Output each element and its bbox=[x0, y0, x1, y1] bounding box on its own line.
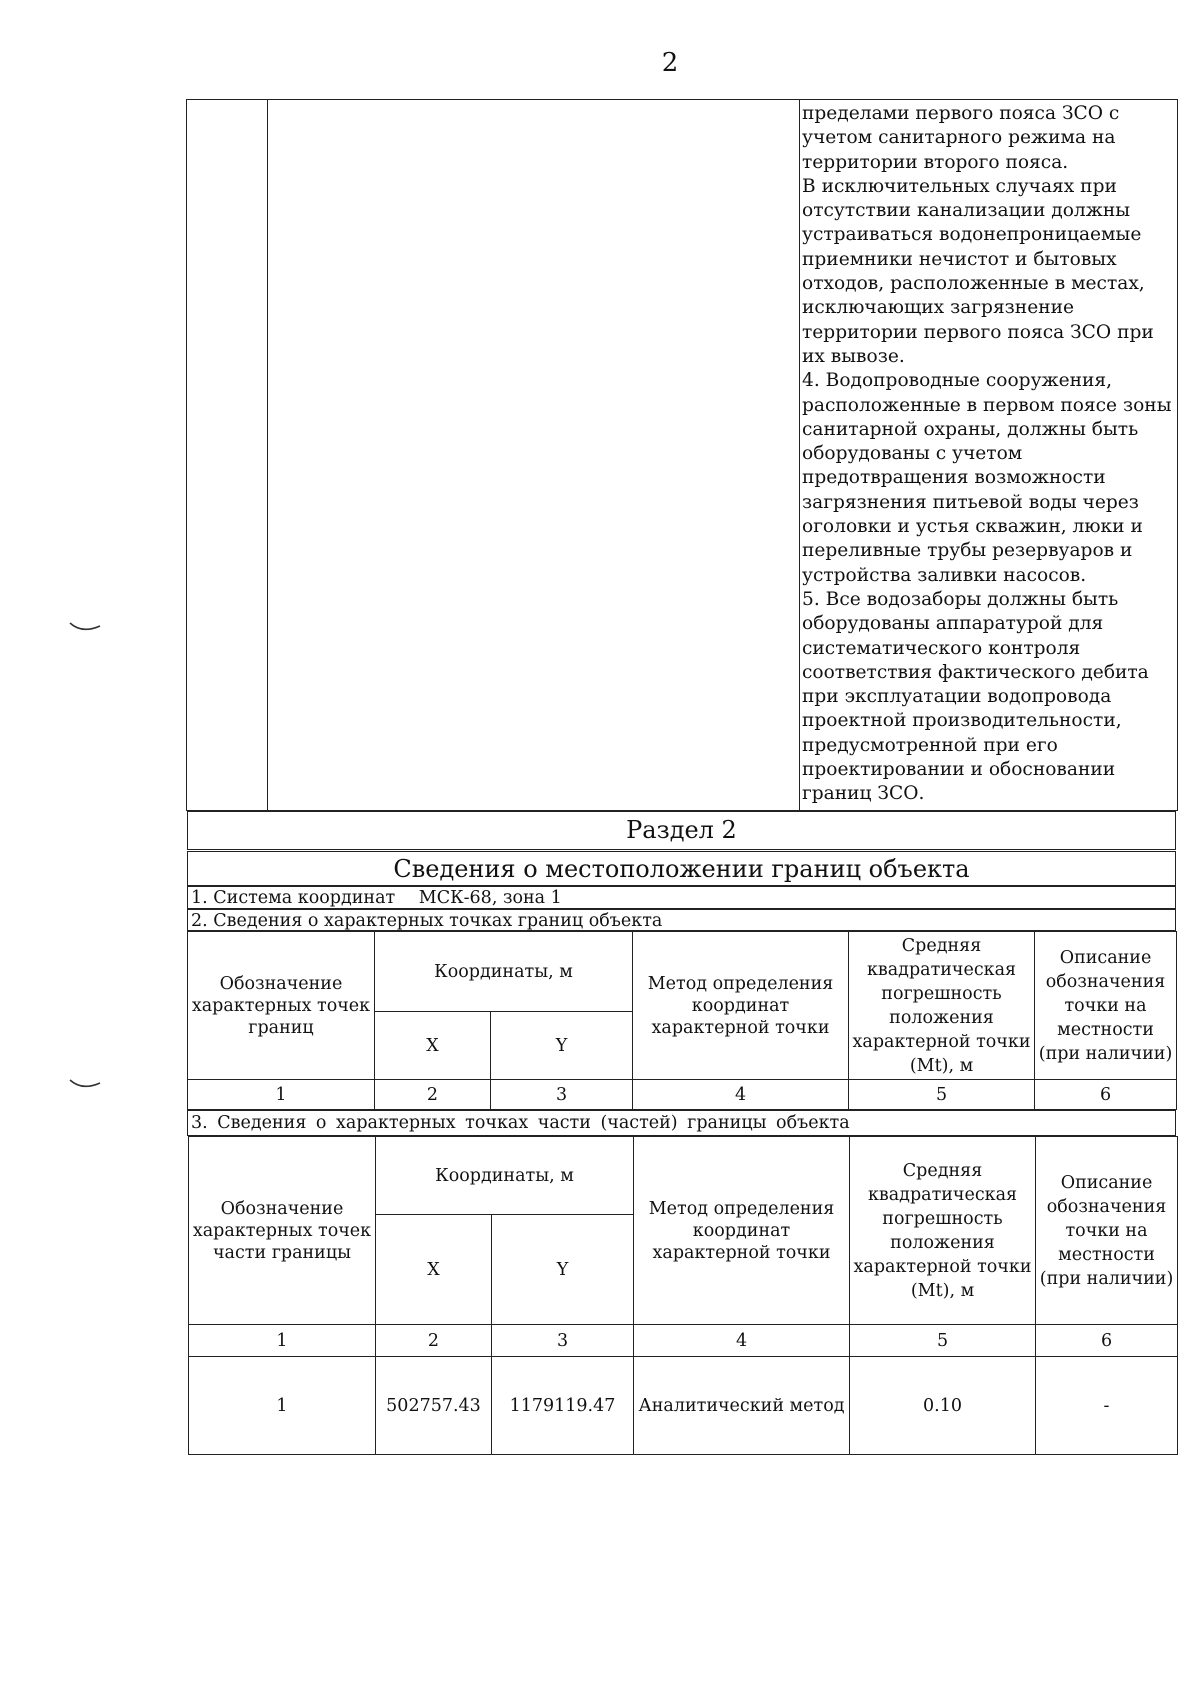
column-number: 6 bbox=[1035, 1080, 1177, 1110]
continuation-text bbox=[802, 102, 1177, 807]
header-method: Метод определения координат характерной точки bbox=[633, 932, 849, 1080]
header-error: Средняя квадратическая погрешность положения характерной точки (Mt), м bbox=[849, 932, 1035, 1080]
column-number: 4 bbox=[633, 1080, 849, 1110]
header-y: Y bbox=[492, 1215, 634, 1325]
column-numbers-row bbox=[189, 1325, 1178, 1357]
header-point-designation: Обозначение характерных точек границ bbox=[188, 932, 375, 1080]
cell-point: 1 bbox=[189, 1357, 376, 1455]
column-number: 1 bbox=[189, 1325, 376, 1357]
boundary-points-table bbox=[187, 931, 1177, 1110]
cell-method: Аналитический метод bbox=[634, 1357, 850, 1455]
header-method: Метод определения координат характерной точки bbox=[634, 1137, 850, 1325]
column-number: 5 bbox=[849, 1080, 1035, 1110]
coord-system-label: 1. Система координат bbox=[191, 888, 396, 908]
header-x: X bbox=[375, 1012, 491, 1080]
part-boundary-points-table bbox=[188, 1136, 1178, 1455]
column-number: 4 bbox=[634, 1325, 850, 1357]
header-y: Y bbox=[491, 1012, 633, 1080]
coord-system-row bbox=[187, 886, 1176, 909]
coord-system-value: МСК-68, зона 1 bbox=[418, 888, 562, 908]
header-error: Средняя квадратическая погрешность положения характерной точки (Mt), м bbox=[850, 1137, 1036, 1325]
header-description: Описание обозначения точки на местности (при наличии) bbox=[1035, 932, 1177, 1080]
continuation-table bbox=[186, 99, 1178, 811]
page-number: 2 bbox=[661, 48, 679, 78]
section-heading: Сведения о местоположении границ объекта bbox=[187, 851, 1176, 886]
column-number: 3 bbox=[491, 1080, 633, 1110]
binder-mark-top bbox=[68, 620, 102, 634]
binder-mark-bottom bbox=[68, 1077, 102, 1091]
column-number: 5 bbox=[850, 1325, 1036, 1357]
paragraph: 4. Водопроводные сооружения, расположенные в первом поясе зоны санитарной охраны, должны быть оборудованы с учетом предотвращения возможности загрязнения питьевой воды через оголовки и устья скважин, люки и переливные трубы резервуаров и устройства заливки насосов. bbox=[802, 370, 1172, 586]
paragraph: пределами первого пояса ЗСО с учетом санитарного режима на территории второго пояса. bbox=[802, 103, 1120, 173]
column-number: 2 bbox=[376, 1325, 492, 1357]
column-number: 3 bbox=[492, 1325, 634, 1357]
column-number: 6 bbox=[1036, 1325, 1178, 1357]
header-description: Описание обозначения точки на местности (при наличии) bbox=[1036, 1137, 1178, 1325]
cell-error: 0.10 bbox=[850, 1357, 1036, 1455]
cell-description: - bbox=[1036, 1357, 1178, 1455]
part2-title: 2. Сведения о характерных точках границ объекта bbox=[187, 909, 1176, 931]
paragraph: 5. Все водозаборы должны быть оборудованы аппаратурой для систематического контроля соответствия фактического дебита при эксплуатации водопровода проектной производительности, предусмотренной при его проектировании и обосновании границ ЗСО. bbox=[802, 588, 1149, 805]
header-point-designation: Обозначение характерных точек части границы bbox=[189, 1137, 376, 1325]
header-x: X bbox=[376, 1215, 492, 1325]
cell-x: 502757.43 bbox=[376, 1357, 492, 1455]
table-row bbox=[189, 1357, 1178, 1455]
column-number: 1 bbox=[188, 1080, 375, 1110]
header-coordinates: Координаты, м bbox=[375, 932, 633, 1012]
paragraph: В исключительных случаях при отсутствии канализации должны устраиваться водонепроницаемые приемники нечистот и бытовых отходов, расположенные в местах, исключающих загрязнение территории первого пояса ЗСО при их вывозе. bbox=[802, 175, 1154, 367]
column-numbers-row bbox=[188, 1080, 1177, 1110]
section-title: Раздел 2 bbox=[187, 811, 1176, 850]
column-number: 2 bbox=[375, 1080, 491, 1110]
part3-title: 3. Сведения о характерных точках части (частей) границы объекта bbox=[187, 1110, 1176, 1136]
header-coordinates: Координаты, м bbox=[376, 1137, 634, 1215]
cell-y: 1179119.47 bbox=[492, 1357, 634, 1455]
